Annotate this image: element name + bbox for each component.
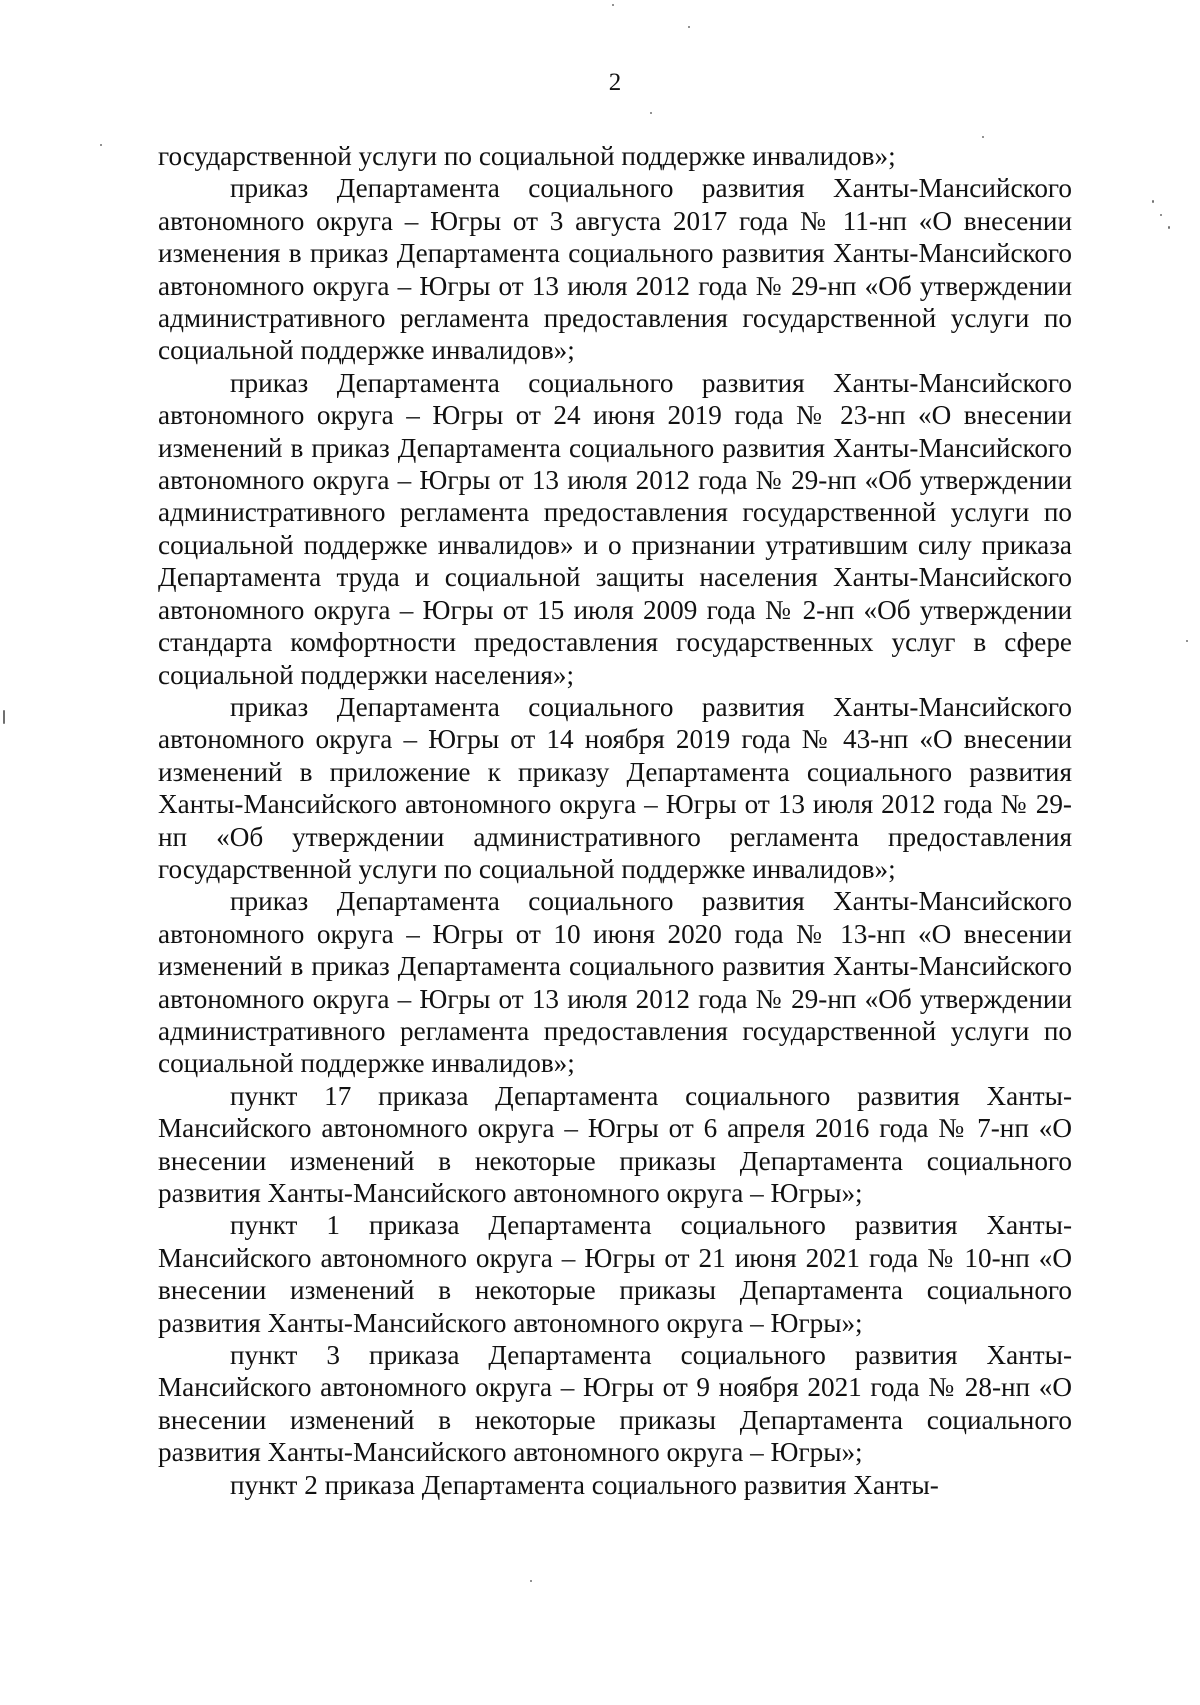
page-number: 2 [608, 69, 622, 96]
scan-speck [100, 144, 102, 146]
paragraph-order-2020: приказ Департамента социального развития Ханты-Мансийского автономного округа – Югры от 10 июня 2020 года № 13-нп «О внесении изменений в приказ Департамента социального развития Ханты-Мансийского автономного округа – Югры от 13 июля 2012 года № 29-нп «Об утверждении административного регламента предоставления государственной услуги по социальной поддержке инвалидов»; [158, 886, 1072, 1079]
scan-speck [982, 136, 984, 138]
scan-speck [1160, 214, 1162, 216]
paragraph-continuation: государственной услуги по социальной поддержке инвалидов»; [158, 141, 896, 171]
paragraph-item-2-partial: пункт 2 приказа Департамента социального развития Ханты- [230, 1469, 939, 1500]
scan-speck [530, 1580, 532, 1582]
paragraph-item-17-2016: пункт 17 приказа Департамента социального развития Ханты-Мансийского автономного округа – Югры от 6 апреля 2016 года № 7-нп «О внесении изменений в некоторые приказы Департамента социального развития Ханты-Мансийского автономного округа – Югры»; [158, 1080, 1072, 1208]
scan-speck [650, 112, 652, 114]
paragraph-order-2019-november: приказ Департамента социального развития Ханты-Мансийского автономного округа – Югры от 14 ноября 2019 года № 43-нп «О внесении изменений в приложение к приказу Департамента социального развития Ханты-Мансийского автономного округа – Югры от 13 июля 2012 года № 29-нп «Об утверждении административного регламента предоставления государственной услуги по социальной поддержке инвалидов»; [158, 691, 1072, 884]
scan-speck [1168, 226, 1170, 229]
paragraph-item-1-2021: пункт 1 приказа Департамента социального развития Ханты-Мансийского автономного округа – Югры от 21 июня 2021 года № 10-нп «О внесении изменений в некоторые приказы Департамента социального развития Ханты-Мансийского автономного округа – Югры»; [158, 1210, 1072, 1338]
scan-speck [1152, 200, 1154, 203]
scan-speck [688, 26, 690, 28]
paragraph-item-3-2021: пункт 3 приказа Департамента социального развития Ханты-Мансийского автономного округа – Югры от 9 ноября 2021 года № 28-нп «О внесении изменений в некоторые приказы Департамента социального развития Ханты-Мансийского автономного округа – Югры»; [158, 1340, 1072, 1468]
scan-speck [3, 710, 5, 724]
scan-speck [1186, 640, 1188, 642]
paragraph-order-2019-june: приказ Департамента социального развития Ханты-Мансийского автономного округа – Югры от 24 июня 2019 года № 23-нп «О внесении изменений в приказ Департамента социального развития Ханты-Мансийского автономного округа – Югры от 13 июля 2012 года № 29-нп «Об утверждении административного регламента предоставления государственной услуги по социальной поддержке инвалидов» и о признании утратившим силу приказа Департамента труда и социальной защиты населения Ханты-Мансийского автономного округа – Югры от 15 июля 2009 года № 2-нп «Об утверждении стандарта комфортности предоставления государственных услуг в сфере социальной поддержки населения»; [158, 367, 1072, 690]
scan-speck [612, 4, 614, 6]
paragraph-order-2017: приказ Департамента социального развития Ханты-Мансийского автономного округа – Югры от 3 августа 2017 года № 11-нп «О внесении изменения в приказ Департамента социального развития Ханты-Мансийского автономного округа – Югры от 13 июля 2012 года № 29-нп «Об утверждении административного регламента предоставления государственной услуги по социальной поддержке инвалидов»; [158, 173, 1072, 366]
document-body [158, 140, 1072, 1501]
